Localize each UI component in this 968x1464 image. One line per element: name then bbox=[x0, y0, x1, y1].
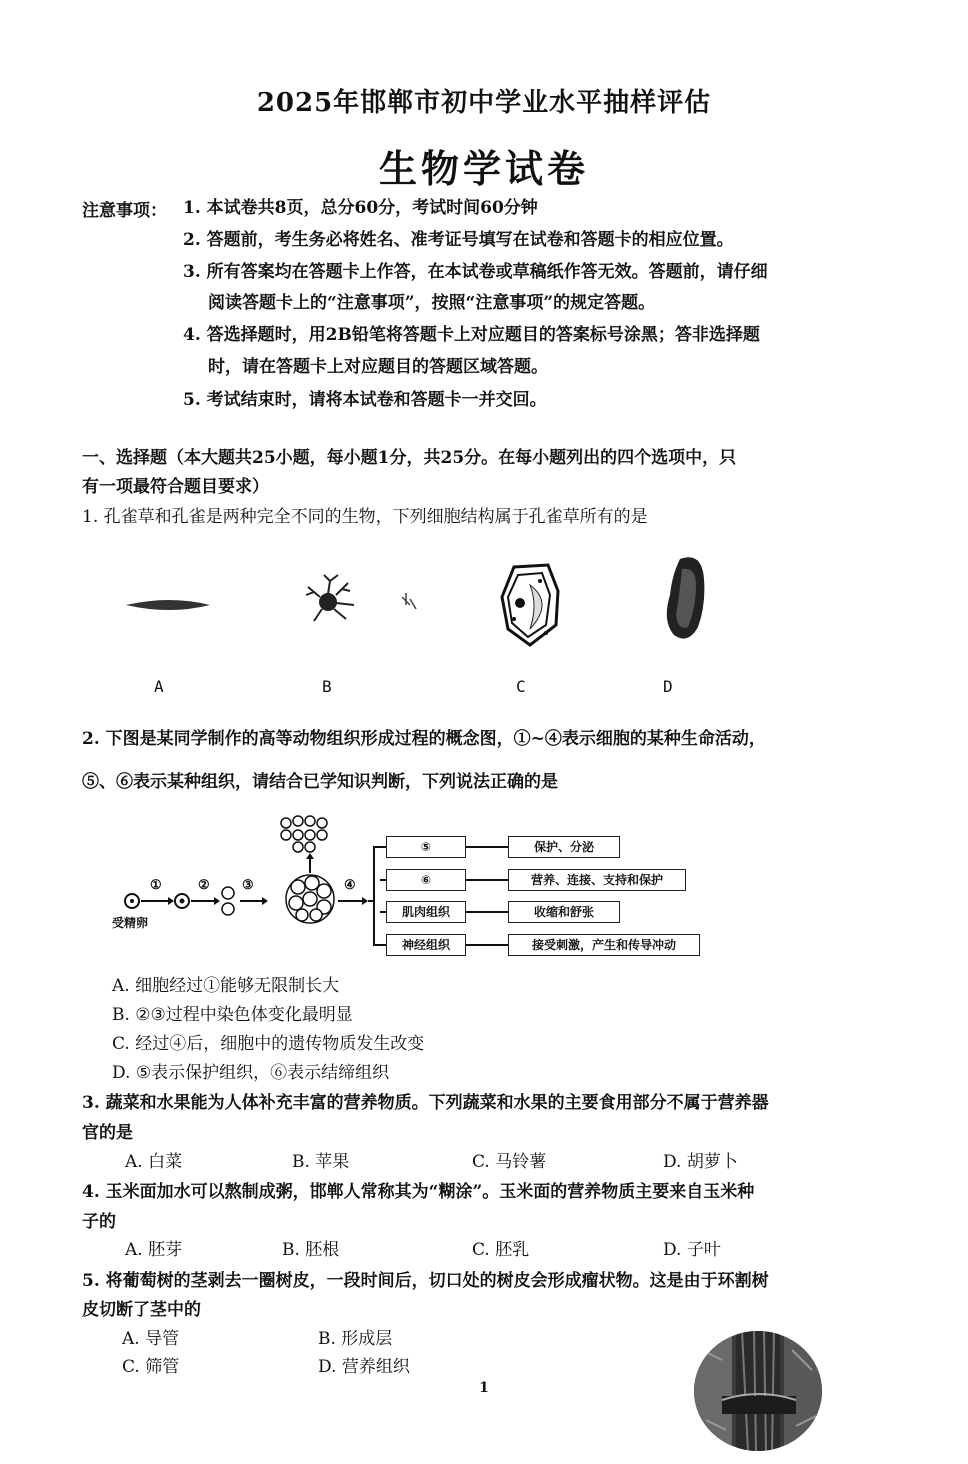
step-4: ④ bbox=[344, 878, 356, 893]
notice-item-1: 1. 本试卷共8页，总分60分，考试时间60分钟 bbox=[183, 198, 538, 218]
function-box-5: 保护、分泌 bbox=[508, 836, 620, 858]
step-1: ① bbox=[150, 878, 162, 893]
q3-stem-cont: 官的是 bbox=[82, 1123, 133, 1143]
q4-option-a: A. 胚芽 bbox=[125, 1240, 183, 1260]
bean-cell-icon bbox=[667, 557, 705, 638]
q3-option-d: D. 胡萝卜 bbox=[663, 1152, 738, 1172]
exam-title: 2025年邯郸市初中学业水平抽样评估 bbox=[256, 88, 712, 118]
q2-option-c: C. 经过④后，细胞中的遗传物质发生改变 bbox=[112, 1034, 425, 1054]
page-number: 1 bbox=[479, 1380, 489, 1396]
notice-item-4-cont: 时，请在答题卡上对应题目的答题区域答题。 bbox=[208, 357, 548, 377]
egg-label: 受精卵 bbox=[112, 916, 149, 930]
q1-label-d: D bbox=[663, 677, 673, 696]
q2-option-b: B. ②③过程中染色体变化最明显 bbox=[112, 1005, 353, 1025]
differentiated-cells-icon bbox=[281, 816, 327, 852]
q3-stem: 3. 蔬菜和水果能为人体补充丰富的营养物质。下列蔬菜和水果的主要食用部分不属于营养器 bbox=[82, 1093, 769, 1113]
tissue-box-muscle: 肌肉组织 bbox=[386, 901, 466, 923]
step-2: ② bbox=[198, 878, 210, 893]
q2-stem-cont: ⑤、⑥表示某种组织，请结合已学知识判断，下列说法正确的是 bbox=[82, 772, 558, 792]
notice-item-3: 3. 所有答案均在答题卡上作答，在本试卷或草稿纸作答无效。答题前，请仔细 bbox=[183, 262, 768, 282]
q2-option-a: A. 细胞经过①能够无限制长大 bbox=[112, 976, 340, 996]
q4-option-c: C. 胚乳 bbox=[472, 1240, 530, 1260]
function-box-6: 营养、连接、支持和保护 bbox=[508, 869, 686, 891]
step-3: ③ bbox=[242, 878, 254, 893]
notice-item-4: 4. 答选择题时，用2B铅笔将答题卡上对应题目的答案标号涂黑；答非选择题 bbox=[183, 325, 760, 345]
q5-option-a: A. 导管 bbox=[122, 1329, 180, 1349]
q4-stem: 4. 玉米面加水可以熬制成粥，邯郸人常称其为“糊涂”。玉米面的营养物质主要来自玉米种 bbox=[82, 1182, 755, 1202]
notice-item-3-cont: 阅读答题卡上的“注意事项”，按照“注意事项”的规定答题。 bbox=[208, 293, 656, 313]
q5-stem-cont: 皮切断了茎中的 bbox=[82, 1300, 201, 1320]
q1-stem: 1. 孔雀草和孔雀是两种完全不同的生物，下列细胞结构属于孔雀草所有的是 bbox=[82, 507, 648, 527]
tissue-box-5: ⑤ bbox=[386, 836, 466, 858]
q3-option-c: C. 马铃薯 bbox=[472, 1152, 547, 1172]
small-mark-icon bbox=[402, 593, 416, 609]
q2-stem: 2. 下图是某同学制作的高等动物组织形成过程的概念图，①~④表示细胞的某种生命活动， bbox=[82, 729, 766, 749]
q4-option-d: D. 子叶 bbox=[663, 1240, 721, 1260]
notice-item-5: 5. 考试结束时，请将本试卷和答题卡一并交回。 bbox=[183, 390, 547, 410]
q3-option-a: A. 白菜 bbox=[125, 1152, 183, 1172]
q5-stem: 5. 将葡萄树的茎剥去一圈树皮，一段时间后，切口处的树皮会形成瘤状物。这是由于环割树 bbox=[82, 1271, 769, 1291]
function-box-muscle: 收缩和舒张 bbox=[508, 901, 620, 923]
function-box-nerve: 接受刺激，产生和传导冲动 bbox=[508, 934, 700, 956]
cell-cluster-icon bbox=[286, 875, 334, 923]
neuron-icon bbox=[306, 575, 354, 621]
section-heading-cont: 有一项最符合题目要求） bbox=[82, 477, 269, 497]
q3-option-b: B. 苹果 bbox=[292, 1152, 350, 1172]
q1-label-b: B bbox=[322, 677, 332, 696]
notice-item-2: 2. 答题前，考生务必将姓名、准考证号填写在试卷和答题卡的相应位置。 bbox=[183, 230, 734, 250]
plant-cell-icon bbox=[502, 565, 558, 645]
q1-label-c: C bbox=[516, 677, 526, 696]
q5-option-d: D. 营养组织 bbox=[318, 1357, 410, 1377]
notice-label: 注意事项： bbox=[82, 201, 167, 221]
tissue-box-nerve: 神经组织 bbox=[386, 934, 466, 956]
q2-option-d: D. ⑤表示保护组织，⑥表示结缔组织 bbox=[112, 1063, 390, 1083]
q4-option-b: B. 胚根 bbox=[282, 1240, 340, 1260]
q5-option-c: C. 筛管 bbox=[122, 1357, 180, 1377]
subject-title: 生物学试卷 bbox=[378, 146, 589, 191]
q1-label-a: A bbox=[154, 677, 164, 696]
tissue-box-6: ⑥ bbox=[386, 869, 466, 891]
q5-option-b: B. 形成层 bbox=[318, 1329, 393, 1349]
q1-cell-figures bbox=[110, 545, 750, 655]
muscle-cell-icon bbox=[126, 600, 210, 610]
two-cells-icon bbox=[222, 887, 234, 899]
section-heading: 一、选择题（本大题共25小题，每小题1分，共25分。在每小题列出的四个选项中，只 bbox=[82, 448, 737, 468]
q4-stem-cont: 子的 bbox=[82, 1212, 116, 1232]
